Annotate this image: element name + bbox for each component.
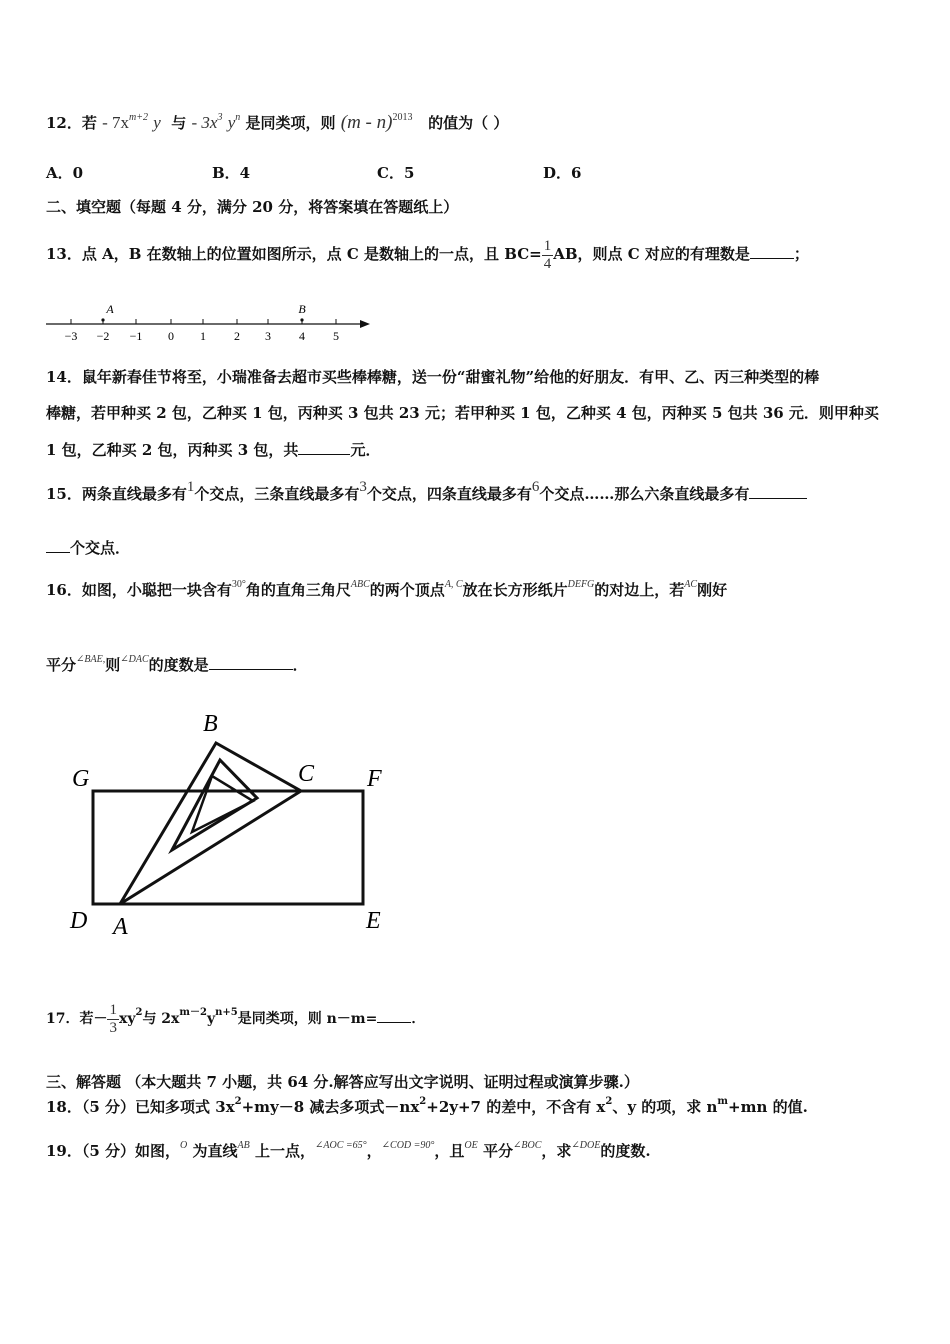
label-f: F	[367, 766, 382, 792]
q17-fraction: $\frac{1}{3}$	[109, 1001, 117, 1036]
section-2-title: 二、填空题（每题 4 分，满分 20 分，将答案填在答题纸上）	[46, 198, 459, 216]
tick-label: −1	[129, 329, 143, 343]
q12-number: 12．	[46, 114, 82, 132]
q16-answer-blank[interactable]	[209, 655, 293, 670]
point-a-label: A	[106, 302, 114, 316]
label-d: D	[70, 908, 88, 934]
tick-label: 4	[299, 329, 305, 343]
point-marker	[300, 318, 303, 321]
tick-label: 5	[333, 329, 339, 343]
section-3-title: 三、解答题 （本大题共 7 小题，共 64 分.解答应写出文字说明、证明过程或演算步骤.）	[46, 1073, 639, 1091]
label-c: C	[298, 761, 315, 787]
q13-fraction: $\frac{1}{4}$	[543, 237, 552, 272]
question-12: 12．若 - $7x^{m+2}$ y 与 - $3x^3$ $y^n$ 是同类项，则 (m - n)$^{2013}$ 的值为（ ）	[46, 112, 509, 133]
question-19: 19．（5 分）如图，$^O$ 为直线$^{AB}$ 上一点，$^{\angle AOC =65^\circ}$，$^{\angle COD =90^\circ}$，且$^{OE}$ 平分$^{\angle BOC}$，求$^{\angle DOE}$的度数.	[46, 1140, 651, 1160]
tick-label: 1	[200, 329, 206, 343]
tick-label: −3	[64, 329, 78, 343]
point-b-label: B	[298, 302, 306, 316]
q12-option-a[interactable]: A．0	[46, 164, 84, 182]
number-line	[40, 300, 380, 346]
question-14-line-2: 棒糖，若甲种买 2 包，乙种买 1 包，丙种买 3 包共 23 元；若甲种买 1 包，乙种买 4 包，丙种买 5 包共 36 元．则甲种买	[46, 404, 879, 422]
q16-figure	[60, 700, 400, 945]
number-line-arrow	[360, 320, 370, 328]
question-16-line-2: 平分$^{\angle BAE,}$则$^{\angle DAC}$的度数是 ．	[46, 654, 308, 674]
point-marker	[101, 318, 104, 321]
question-15-cont: 个交点．	[46, 537, 130, 558]
tick-label: 0	[168, 329, 174, 343]
q12-option-c[interactable]: C．5	[377, 164, 415, 182]
tick-label: −2	[96, 329, 110, 343]
q17-answer-blank[interactable]	[377, 1008, 411, 1023]
label-b: B	[203, 711, 218, 737]
q15-answer-blank-2[interactable]	[46, 538, 70, 553]
question-14-line-1: 14．鼠年新春佳节将至，小瑞准备去超市买些棒棒糖，送一份“甜蜜礼物”给他的好朋友．有甲、乙、丙三种类型的棒	[46, 368, 820, 386]
question-14-line-3: 1 包，乙种买 2 包，丙种买 3 包，共 元．	[46, 441, 381, 459]
question-17: 17．若－ $\frac{1}{3}$ $xy^2$与 $2x^{m-2}y^{n+5}$是同类项，则 n－m= ．	[46, 1001, 426, 1036]
rectangle-defg	[93, 791, 363, 904]
label-a: A	[113, 914, 128, 940]
q13-answer-blank[interactable]	[750, 244, 794, 259]
question-16-line-1: 16．如图，小聪把一块含有$^{30^\circ}$角的直角三角尺$^{ABC}$的两个顶点$^{A, C}$放在长方形纸片$^{DEFG}$的对边上，若$^{AC}$刚好	[46, 579, 728, 599]
question-15: 15．两条直线最多有1个交点，三条直线最多有3个交点，四条直线最多有6个交点……那么六条直线最多有	[46, 472, 807, 517]
tick-label: 3	[265, 329, 271, 343]
tick-label: 2	[234, 329, 240, 343]
q12-option-d[interactable]: D．6	[543, 164, 582, 182]
label-g: G	[72, 766, 90, 792]
question-13: 13．点 A，B 在数轴上的位置如图所示，点 C 是数轴上的一点，且 BC= $\frac{1}{4}$ AB，则点 C 对应的有理数是 ；	[46, 237, 809, 272]
q12-option-b[interactable]: B．4	[212, 164, 251, 182]
q15-answer-blank-1[interactable]	[749, 484, 807, 499]
q14-answer-blank[interactable]	[298, 440, 350, 455]
question-18: 18．（5 分）已知多项式 $3x^2+my-8$ 减去多项式$-nx^2+2y+7$ 的差中，不含有 $x^2$、y 的项，求 $n^m+mn$ 的值.	[46, 1096, 808, 1116]
label-e: E	[366, 908, 381, 934]
